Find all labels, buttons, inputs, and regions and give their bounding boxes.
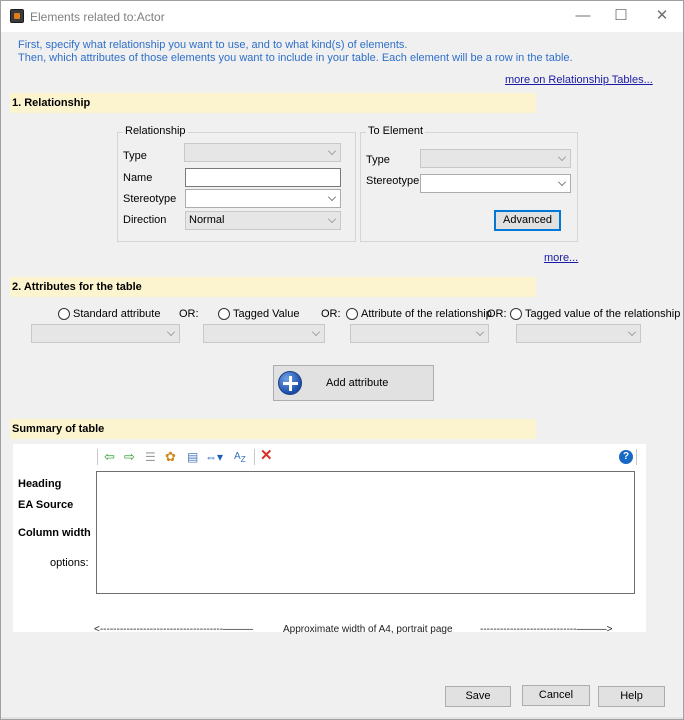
sort-az-icon[interactable]: $A_Z$ [234,451,246,464]
tagged-value-radio[interactable] [218,308,230,320]
list-icon[interactable]: ☰ [145,450,156,464]
palette-icon[interactable]: ✿ [165,449,176,464]
width-arrow-right: -----------------------------———> [480,624,613,635]
arrow-left-icon[interactable]: ⇦ [104,449,115,464]
add-attribute-button[interactable] [273,365,434,401]
options-row-label: options: [50,557,89,569]
summary-panel [13,444,646,635]
to-type-label: Type [366,154,390,166]
section-attributes-heading: 2. Attributes for the table [10,277,536,297]
close-button[interactable]: ✕ [655,7,669,24]
more-link[interactable]: more... [544,252,579,264]
page-icon[interactable]: ▤ [187,450,199,464]
to-type-select[interactable] [420,149,571,168]
chevron-down-icon [167,328,175,336]
chevron-down-icon [628,328,636,336]
summary-table-area[interactable] [96,471,635,594]
arrow-right-icon[interactable]: ⇨ [124,449,135,464]
a4-width-note: Approximate width of A4, portrait page [283,624,453,635]
relationship-group-title: Relationship [125,125,186,137]
column-width-row-label: Column width [18,527,91,539]
rel-stereotype-label: Stereotype [123,193,177,205]
chevron-down-icon [558,178,566,186]
rel-direction-label: Direction [123,214,167,226]
fit-width-icon[interactable]: ⇔▾ [205,450,224,464]
or-label: OR: [487,308,507,320]
rel-direction-select[interactable]: Normal [185,211,341,230]
intro-line-1: First, specify what relationship you want to use, and to what kind(s) of elements. [18,39,408,51]
heading-row-label: Heading [18,478,62,490]
help-button[interactable]: Help [598,686,665,707]
intro-line-2: Then, which attributes of those elements you want to include in your table. Each element will be a row in the table. [18,52,573,64]
section-summary-heading: Summary of table [10,419,536,439]
rel-name-label: Name [123,172,153,184]
cancel-button[interactable]: Cancel [522,685,590,706]
chevron-down-icon [558,153,566,161]
rel-type-select[interactable] [184,143,341,162]
minimize-button[interactable]: — [575,7,591,24]
relationship-attribute-label: Attribute of the relationship [361,308,492,320]
chevron-down-icon [328,193,336,201]
relationship-tagged-value-label: Tagged value of the relationship [525,308,681,320]
section-relationship-heading: 1. Relationship [10,93,536,113]
to-element-group-title: To Element [368,125,424,137]
or-label: OR: [179,308,199,320]
standard-attribute-radio[interactable] [58,308,70,320]
title-bar [1,1,683,32]
help-icon[interactable]: ? [619,450,633,464]
tagged-value-label: Tagged Value [233,308,300,320]
relationship-tagged-value-select[interactable] [516,324,641,343]
chevron-down-icon [328,147,336,155]
standard-attribute-select[interactable] [31,324,180,343]
rel-stereotype-select[interactable] [185,189,341,208]
relationship-tagged-value-radio[interactable] [510,308,522,320]
advanced-button[interactable]: Advanced [494,210,561,231]
plus-icon [278,371,302,395]
bottom-edge [1,717,683,719]
to-stereotype-label: Stereotype [366,175,420,187]
standard-attribute-label: Standard attribute [73,308,161,320]
rel-type-label: Type [123,150,147,162]
delete-icon[interactable]: ✕ [260,447,273,464]
chevron-down-icon [476,328,484,336]
rel-name-input[interactable] [185,168,341,187]
add-attribute-label: Add attribute [326,377,389,389]
or-label: OR: [321,308,341,320]
toolbar-separator [97,449,98,465]
relationship-attribute-select[interactable] [350,324,489,343]
save-button[interactable]: Save [445,686,511,707]
tagged-value-select[interactable] [203,324,325,343]
source-row-label: EA Source [18,499,74,511]
toolbar-separator [636,449,637,465]
chevron-down-icon [312,328,320,336]
width-arrow-left: <-------------------------------------——— [94,624,254,635]
to-stereotype-select[interactable] [420,174,571,193]
chevron-down-icon [328,215,336,223]
relationship-attribute-radio[interactable] [346,308,358,320]
window-title: Elements related to:Actor [30,10,165,24]
relationship-tables-link[interactable]: more on Relationship Tables... [505,74,653,86]
maximize-button[interactable]: ☐ [614,7,628,24]
toolbar-separator [254,449,255,465]
app-icon [10,9,24,23]
